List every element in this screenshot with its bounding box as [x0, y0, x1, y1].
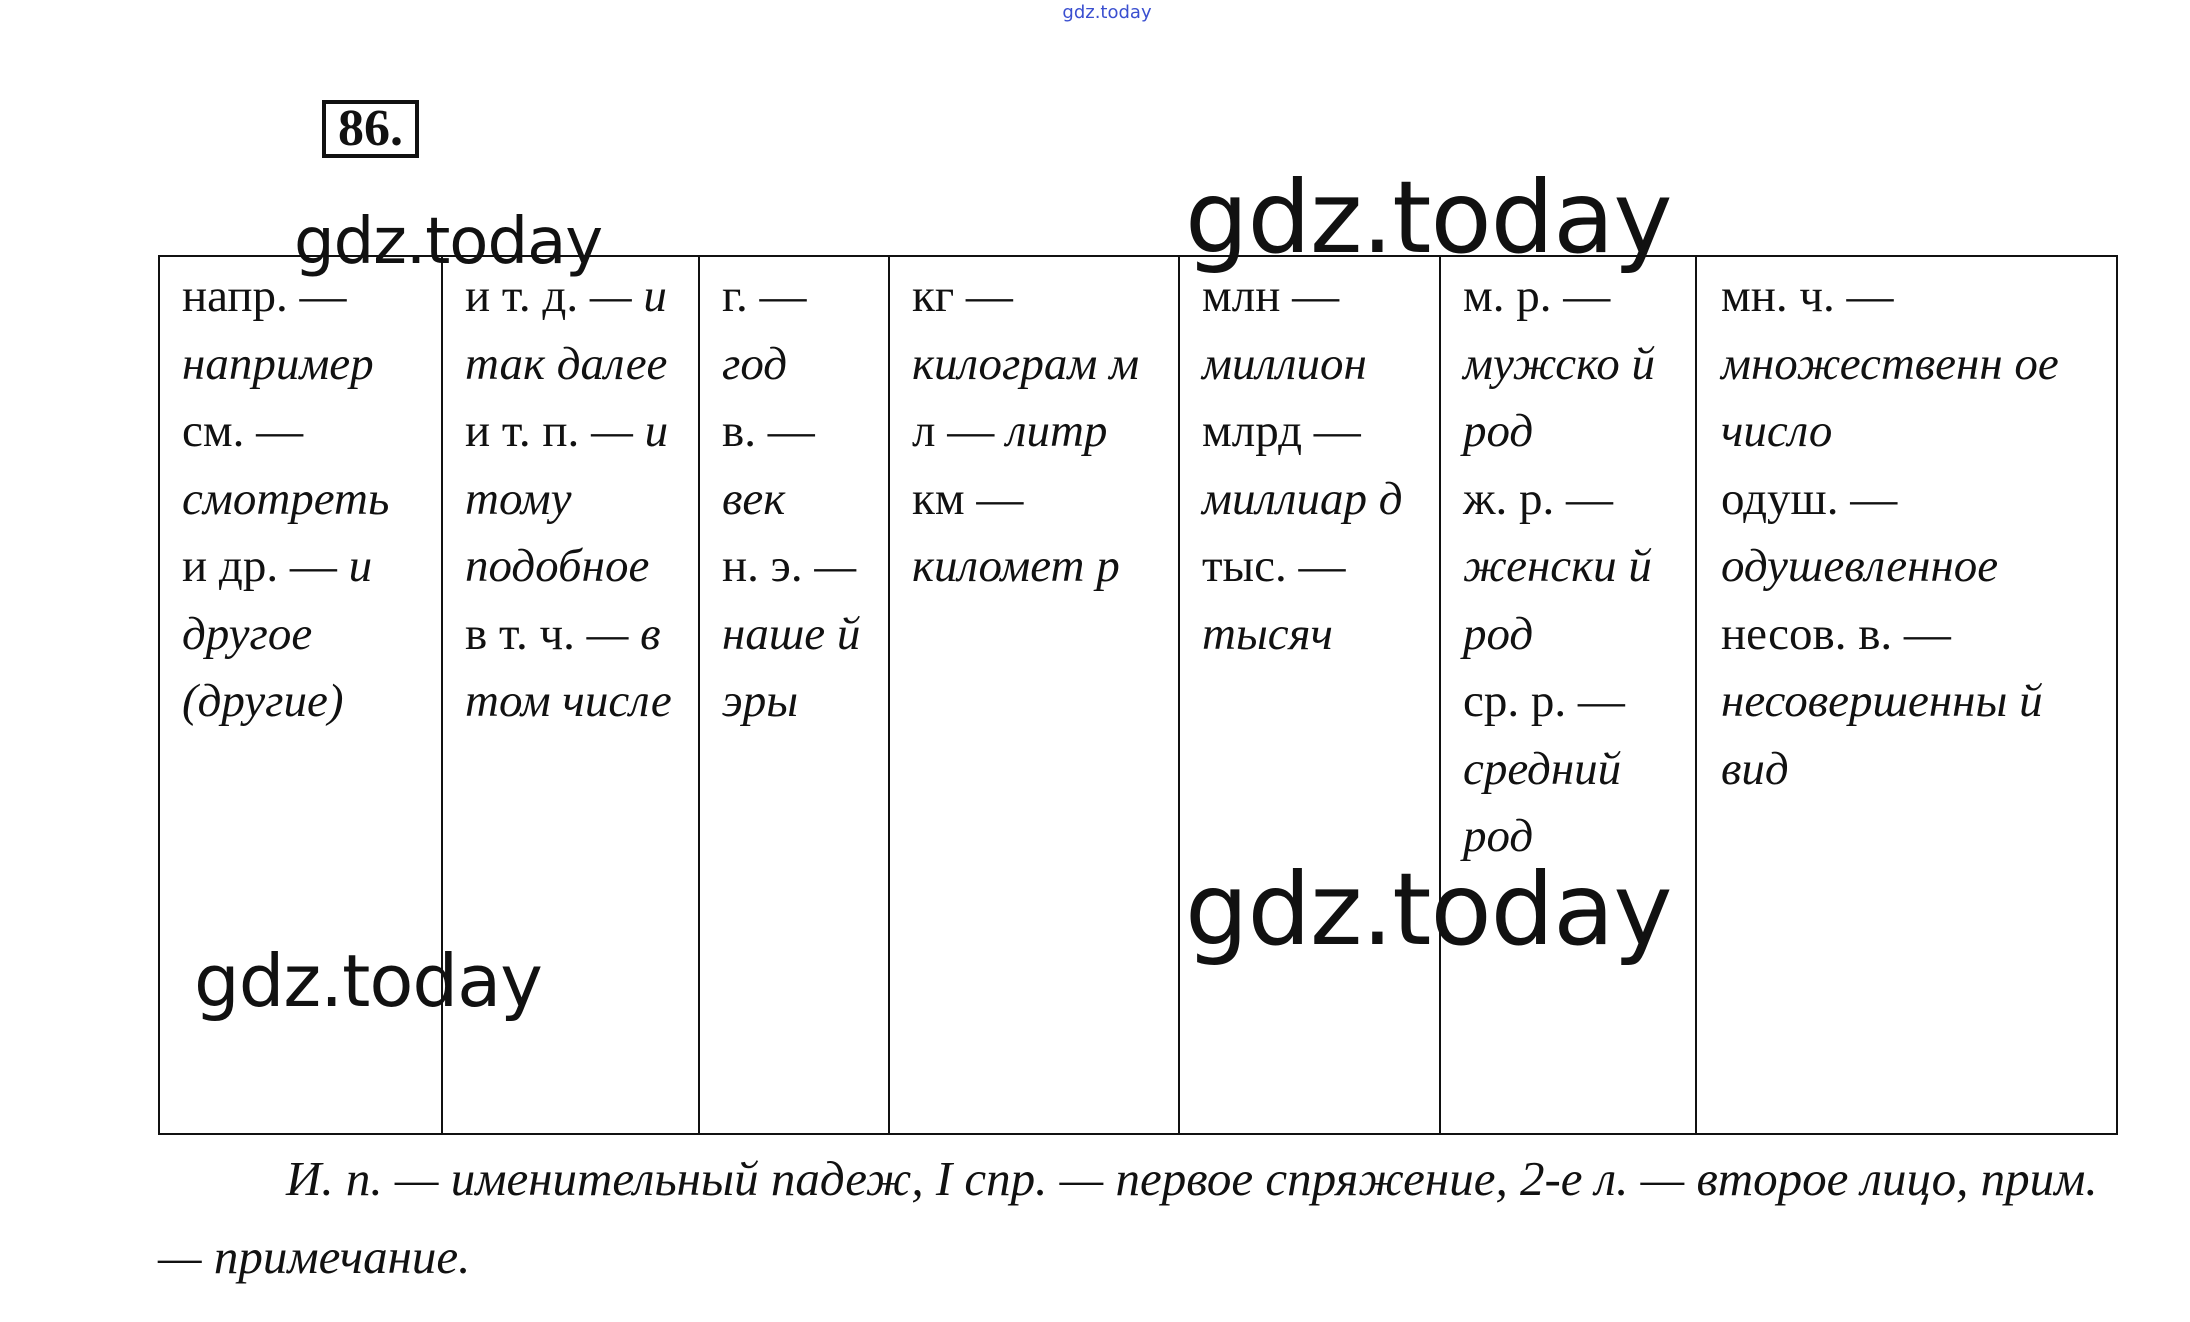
abbr-entry	[1463, 668, 1673, 871]
table-column	[700, 257, 890, 1133]
meaning: одушевленное	[1721, 540, 1999, 592]
exercise-number: 86.	[322, 100, 419, 158]
abbreviation: и т. д.	[465, 270, 579, 322]
meaning: — и так далее	[465, 270, 668, 390]
meaning: например	[182, 337, 374, 390]
abbr-entry	[1463, 466, 1673, 669]
abbr-entry	[465, 601, 676, 736]
abbr-entry	[182, 263, 419, 398]
meaning: средний род	[1463, 742, 1622, 862]
table-column	[890, 257, 1180, 1133]
site-label[interactable]: gdz.today	[1062, 2, 1152, 23]
table-column	[1697, 257, 2116, 1133]
abbr-entry	[1721, 263, 2086, 466]
abbreviation: в. —	[722, 405, 815, 457]
table-column	[1441, 257, 1697, 1133]
abbreviation: млрд —	[1202, 405, 1361, 457]
meaning: множественн ое число	[1721, 337, 2059, 457]
abbr-entry	[722, 263, 866, 398]
meaning: и другое (другие)	[182, 540, 373, 727]
abbr-entry	[465, 263, 676, 398]
watermark: gdz.today	[1185, 851, 1672, 968]
abbreviation: мн. ч. —	[1721, 270, 1894, 322]
abbreviation: ср. р. —	[1463, 675, 1625, 727]
abbreviation: и др. —	[182, 540, 337, 592]
meaning: век	[722, 472, 786, 525]
abbr-entry	[1721, 466, 2086, 601]
abbreviation: км —	[912, 472, 1024, 525]
abbreviation: напр. —	[182, 270, 347, 322]
abbr-entry	[1202, 398, 1417, 533]
abbr-entry	[465, 398, 676, 601]
watermark: gdz.today	[294, 205, 603, 279]
table-column	[1180, 257, 1441, 1133]
abbreviation: г. —	[722, 270, 807, 322]
meaning: — и тому подобное	[465, 405, 669, 592]
abbreviation: м. р. —	[1463, 270, 1611, 322]
meaning: километ р	[912, 540, 1120, 592]
abbreviation: млн —	[1202, 270, 1340, 322]
meaning: — в том числе	[465, 607, 672, 727]
abbr-entry	[722, 398, 866, 533]
meaning: год	[722, 337, 787, 390]
meaning: миллион	[1202, 337, 1367, 390]
abbr-entry	[912, 466, 1156, 601]
abbreviation: несов. в. —	[1721, 607, 1951, 660]
abbreviation: и т. п.	[465, 405, 580, 457]
meaning: — наше й эры	[722, 540, 861, 727]
watermark: gdz.today	[1185, 159, 1672, 276]
meaning: килограм м	[912, 337, 1140, 390]
abbr-entry	[1721, 601, 2086, 804]
abbr-entry	[1202, 533, 1417, 668]
abbr-entry	[182, 398, 419, 533]
meaning: женски й род	[1463, 540, 1652, 660]
meaning: мужско й род	[1463, 337, 1656, 457]
abbreviation: кг —	[912, 270, 1013, 322]
meaning: миллиар д	[1202, 472, 1403, 525]
abbreviation: тыс. —	[1202, 540, 1346, 592]
abbreviation: ж. р. —	[1463, 472, 1613, 525]
abbr-entry	[722, 533, 866, 736]
abbr-entry	[182, 533, 419, 736]
abbreviation: н. э.	[722, 540, 803, 592]
abbr-entry	[912, 263, 1156, 398]
meaning: смотреть	[182, 472, 390, 525]
meaning: литр	[1005, 405, 1108, 457]
abbr-entry	[1463, 263, 1673, 466]
meaning: тысяч	[1202, 607, 1333, 660]
abbr-entry	[912, 398, 1156, 466]
meaning: несовершенны й вид	[1721, 675, 2043, 795]
abbreviation: одуш. —	[1721, 472, 1898, 525]
abbreviation: в т. ч.	[465, 607, 575, 660]
abbreviation: л —	[912, 405, 995, 457]
watermark: gdz.today	[194, 939, 542, 1023]
abbreviation: см. —	[182, 405, 304, 457]
abbreviation-note: И. п. — именительный падеж, I спр. — первое спряжение, 2-е л. — второе лицо, прим. — примечание.	[158, 1151, 2098, 1284]
abbr-entry	[1202, 263, 1417, 398]
